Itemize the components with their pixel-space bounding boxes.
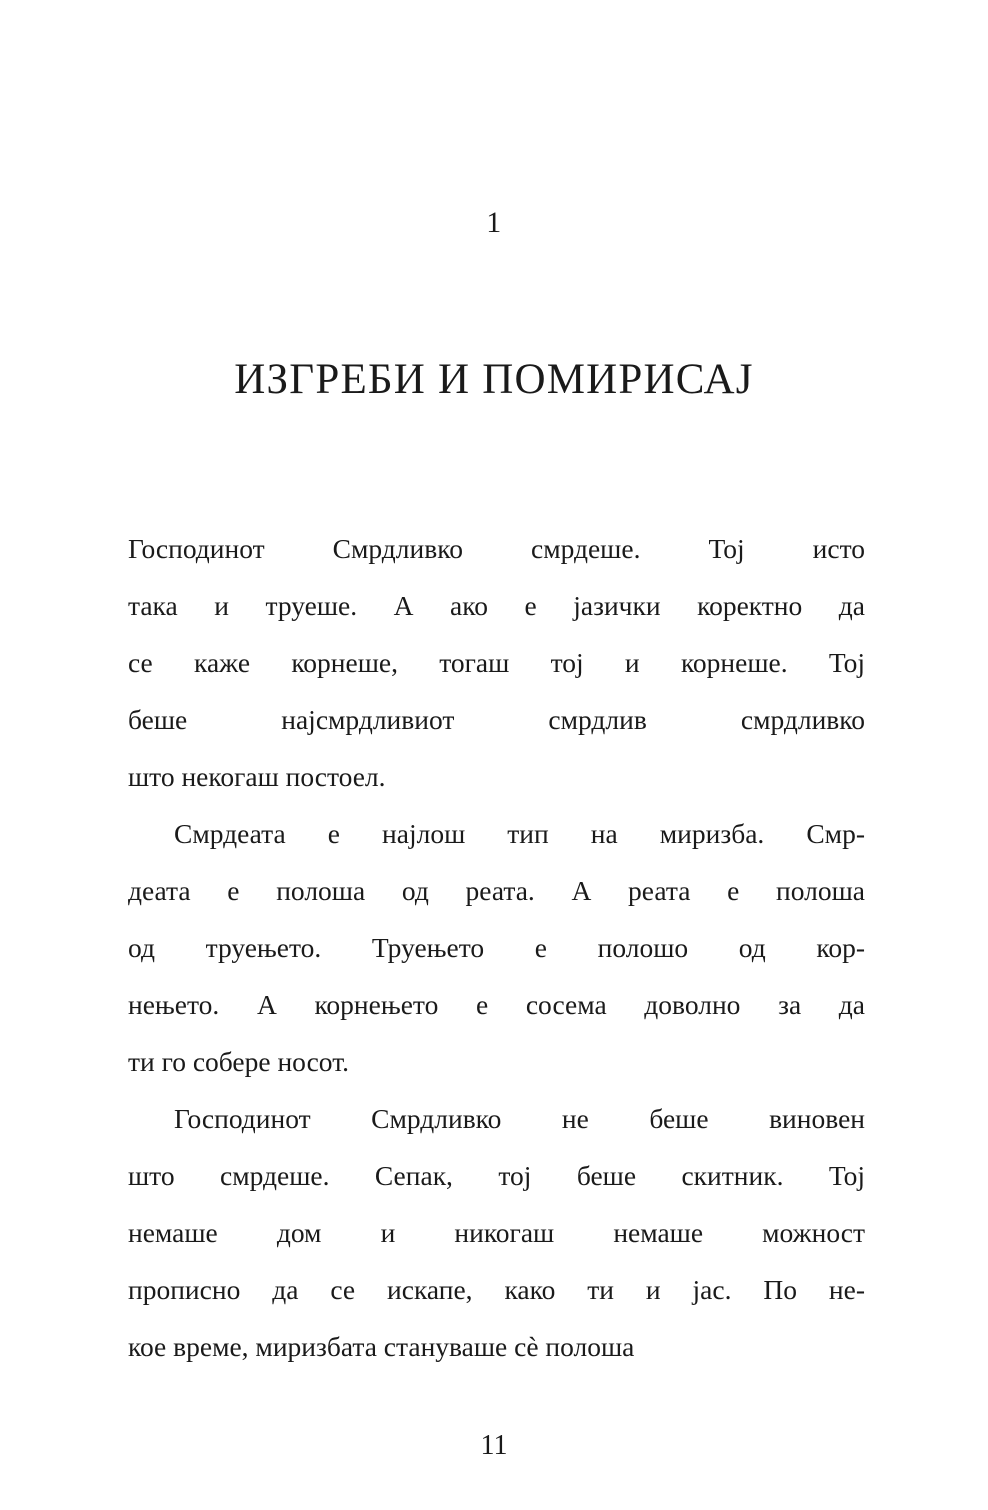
text-line: така и труеше. А ако е јазички коректно да: [128, 590, 865, 621]
text-line: Господинот Смрдливко смрдеше. Тој исто: [128, 533, 865, 564]
text-line: Господинот Смрдливко не беше виновен: [174, 1103, 865, 1134]
text-line: ти го собере носот.: [128, 1046, 350, 1077]
page-number: 11: [480, 1430, 508, 1461]
text-line: деата е полоша од реата. А реата е полоша: [128, 875, 865, 906]
text-line: прописно да се искапе, како ти и јас. По не-: [128, 1274, 865, 1305]
paragraph-3: [128, 1090, 865, 1375]
text-line: беше најсмрдливиот смрдлив смрдливко: [128, 704, 865, 735]
text-line: што некогаш постоел.: [128, 761, 386, 792]
paragraph-2: [128, 805, 865, 1090]
body-text-block: [128, 520, 865, 1375]
text-line: кое време, миризбата стануваше сѐ полоша: [128, 1331, 635, 1362]
text-line: што смрдеше. Сепак, тој беше скитник. Тој: [128, 1160, 865, 1191]
text-line: се каже корнеше, тогаш тој и корнеше. Тој: [128, 647, 865, 678]
text-line: нењето. А корнењето е сосема доволно за да: [128, 989, 865, 1020]
chapter-number: 1: [486, 206, 502, 239]
text-line: од труењето. Труењето е полошо од кор-: [128, 932, 865, 963]
text-line: Смрдеата е најлош тип на миризба. Смр-: [174, 818, 865, 849]
paragraph-1: [128, 520, 865, 805]
text-line: немаше дом и никогаш немаше можност: [128, 1217, 865, 1248]
chapter-header: [0, 208, 988, 238]
chapter-title: ИЗГРЕБИ И ПОМИРИСАЈ: [234, 355, 754, 403]
